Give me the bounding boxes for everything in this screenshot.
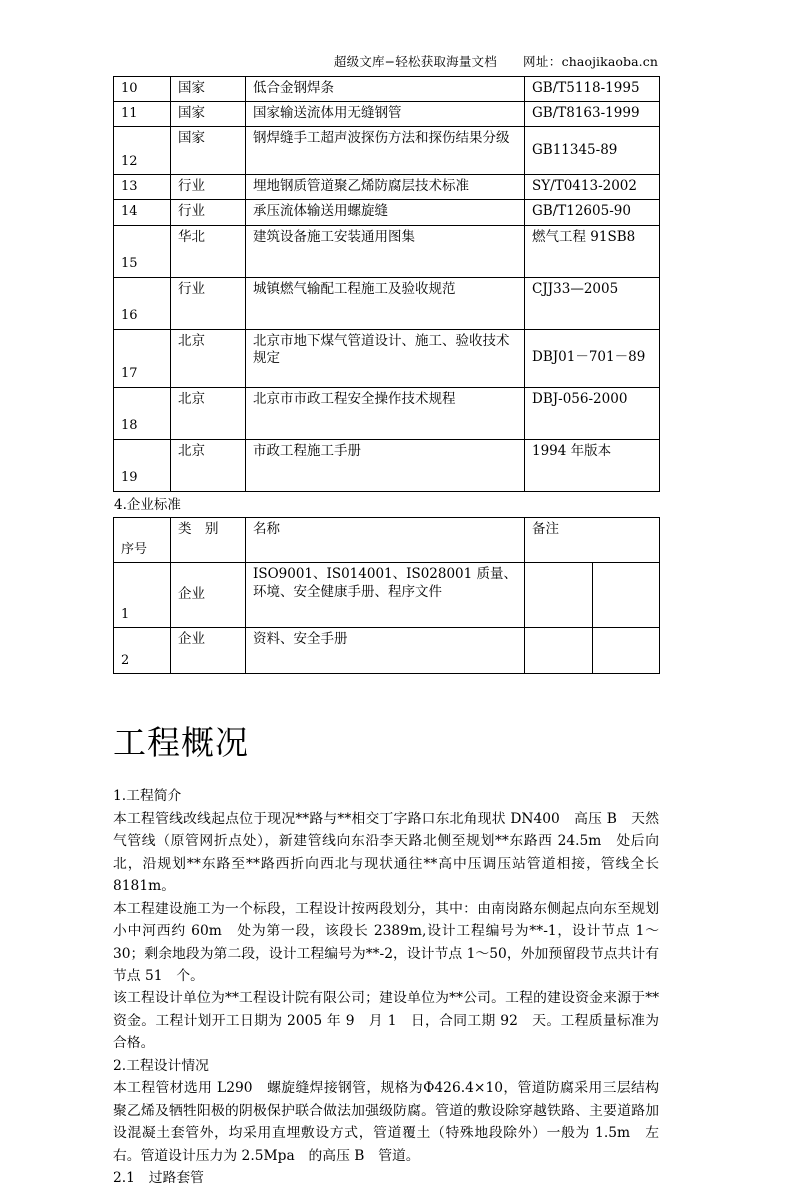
column-header-category: 类 别 bbox=[171, 517, 246, 562]
column-header-name: 名称 bbox=[246, 517, 525, 562]
cell-note: SY/T0413-2002 bbox=[525, 175, 660, 200]
cell-index: 16 bbox=[114, 277, 171, 329]
paragraph-4: 本工程管材选用 L290 螺旋缝焊接钢管，规格为Φ426.4×10，管道防腐采用三层结构聚乙烯及牺牲阳极的阴极保护联合做法加强级防腐。管道的敷设除穿越铁路、主要道路加设混凝土套管外，均采用直埋敷设方式，管道覆土（特殊地段除外）一般为 1.5m 左右。管道设计压力为 2.5Mpa 的高压 B 管道。 bbox=[113, 1080, 659, 1164]
paragraph-1: 本工程管线改线起点位于现况**路与**相交丁字路口东北角现状 DN400 高压 B 天然气管线（原管网折点处），新建管线向东沿李天路北侧至规划**东路西 24.5m 处后向北，沿规划**东路至**路西折向西北与现状通往**高中压调压站管道相接，管线全长 8181m。 bbox=[113, 810, 659, 895]
table-row bbox=[114, 439, 660, 491]
cell-index: 19 bbox=[114, 439, 171, 491]
cell-category: 北京 bbox=[171, 329, 246, 387]
cell-name: 国家输送流体用无缝钢管 bbox=[246, 102, 525, 127]
cell-name: 北京市地下煤气管道设计、施工、验收技术规定 bbox=[246, 329, 525, 387]
table-row bbox=[114, 627, 660, 673]
cell-name: 资料、安全手册 bbox=[246, 627, 525, 673]
cell-index: 1 bbox=[114, 562, 171, 627]
cell-note: CJJ33—2005 bbox=[525, 277, 660, 329]
cell-note: DBJ-056-2000 bbox=[525, 387, 660, 439]
cell-note: GB/T5118-1995 bbox=[525, 77, 660, 102]
cell-name: 低合金钢焊条 bbox=[246, 77, 525, 102]
standards-table bbox=[113, 76, 660, 492]
cell-note: GB/T8163-1999 bbox=[525, 102, 660, 127]
header-url-value: chaojikaoba.cn bbox=[561, 54, 658, 69]
cell-category: 行业 bbox=[171, 277, 246, 329]
cell-index: 11 bbox=[114, 102, 171, 127]
cell-category: 国家 bbox=[171, 77, 246, 102]
cell-category: 企业 bbox=[171, 562, 246, 627]
cell-note bbox=[525, 562, 593, 627]
cell-index: 2 bbox=[114, 627, 171, 673]
section-heading-1: 1.工程简介 bbox=[113, 788, 182, 805]
cell-note: GB/T12605-90 bbox=[525, 200, 660, 225]
header-url-label: 网址： bbox=[522, 54, 562, 69]
cell-category: 北京 bbox=[171, 387, 246, 439]
cell-note: 燃气工程 91SB8 bbox=[525, 225, 660, 277]
cell-note: 1994 年版本 bbox=[525, 439, 660, 491]
cell-name: 埋地钢质管道聚乙烯防腐层技术标准 bbox=[246, 175, 525, 200]
paragraph-2: 本工程建设施工为一个标段，工程设计按两段划分，其中：由南岗路东侧起点向东至规划小中河西约 60m 处为第一段，该段长 2389m,设计工程编号为**-1，设计节点 1～30；剩余地段为第二段，设计工程编号为**-2，设计节点 1～50，外加预留段节点共计有节点 51 个。 bbox=[113, 900, 659, 984]
cell-note: GB11345-89 bbox=[525, 127, 660, 175]
cell-index: 12 bbox=[114, 127, 171, 175]
cell-category: 行业 bbox=[171, 200, 246, 225]
cell-index: 18 bbox=[114, 387, 171, 439]
cell-note bbox=[525, 627, 593, 673]
cell-note-extra bbox=[593, 562, 660, 627]
cell-category: 行业 bbox=[171, 175, 246, 200]
table-row bbox=[114, 329, 660, 387]
table-row bbox=[114, 77, 660, 102]
page-title: 工程概况 bbox=[113, 722, 249, 762]
cell-name: 城镇燃气输配工程施工及验收规范 bbox=[246, 277, 525, 329]
cell-index: 10 bbox=[114, 77, 171, 102]
enterprise-standards-caption: 4.企业标准 bbox=[114, 496, 181, 513]
cell-index: 13 bbox=[114, 175, 171, 200]
table-row bbox=[114, 277, 660, 329]
cell-category: 北京 bbox=[171, 439, 246, 491]
table-row bbox=[114, 102, 660, 127]
table-header-row bbox=[114, 517, 660, 562]
cell-note-extra bbox=[593, 627, 660, 673]
cell-index: 14 bbox=[114, 200, 171, 225]
column-header-note: 备注 bbox=[525, 517, 660, 562]
section-heading-2: 2.工程设计情况 bbox=[113, 1057, 209, 1074]
table-row bbox=[114, 562, 660, 627]
cell-name: 建筑设备施工安装通用图集 bbox=[246, 225, 525, 277]
cell-category: 企业 bbox=[171, 627, 246, 673]
document-content bbox=[113, 76, 659, 1190]
cell-category: 国家 bbox=[171, 102, 246, 127]
column-header-index: 序号 bbox=[114, 517, 171, 562]
cell-note: DBJ01－701－89 bbox=[525, 329, 660, 387]
table-row bbox=[114, 387, 660, 439]
page-running-header bbox=[113, 52, 658, 70]
table-row bbox=[114, 225, 660, 277]
cell-name: 市政工程施工手册 bbox=[246, 439, 525, 491]
cell-name: 钢焊缝手工超声波探伤方法和探伤结果分级 bbox=[246, 127, 525, 175]
enterprise-standards-table bbox=[113, 517, 660, 674]
cell-category: 华北 bbox=[171, 225, 246, 277]
table-row bbox=[114, 127, 660, 175]
cell-name: ISO9001、IS014001、IS028001 质量、环境、安全健康手册、程序文件 bbox=[246, 562, 525, 627]
table-row bbox=[114, 175, 660, 200]
cell-name: 承压流体输送用螺旋缝 bbox=[246, 200, 525, 225]
header-site-name: 超级文库−轻松获取海量文档 bbox=[333, 54, 497, 69]
cell-index: 17 bbox=[114, 329, 171, 387]
cell-category: 国家 bbox=[171, 127, 246, 175]
section-heading-3: 2.1 过路套管 bbox=[113, 1170, 204, 1187]
body-text bbox=[113, 785, 659, 1190]
cell-name: 北京市市政工程安全操作技术规程 bbox=[246, 387, 525, 439]
table-row bbox=[114, 200, 660, 225]
cell-index: 15 bbox=[114, 225, 171, 277]
paragraph-3: 该工程设计单位为**工程设计院有限公司；建设单位为**公司。工程的建设资金来源于**资金。工程计划开工日期为 2005 年 9 月 1 日，合同工期 92 天。工程质量标准为合格。 bbox=[113, 990, 659, 1052]
